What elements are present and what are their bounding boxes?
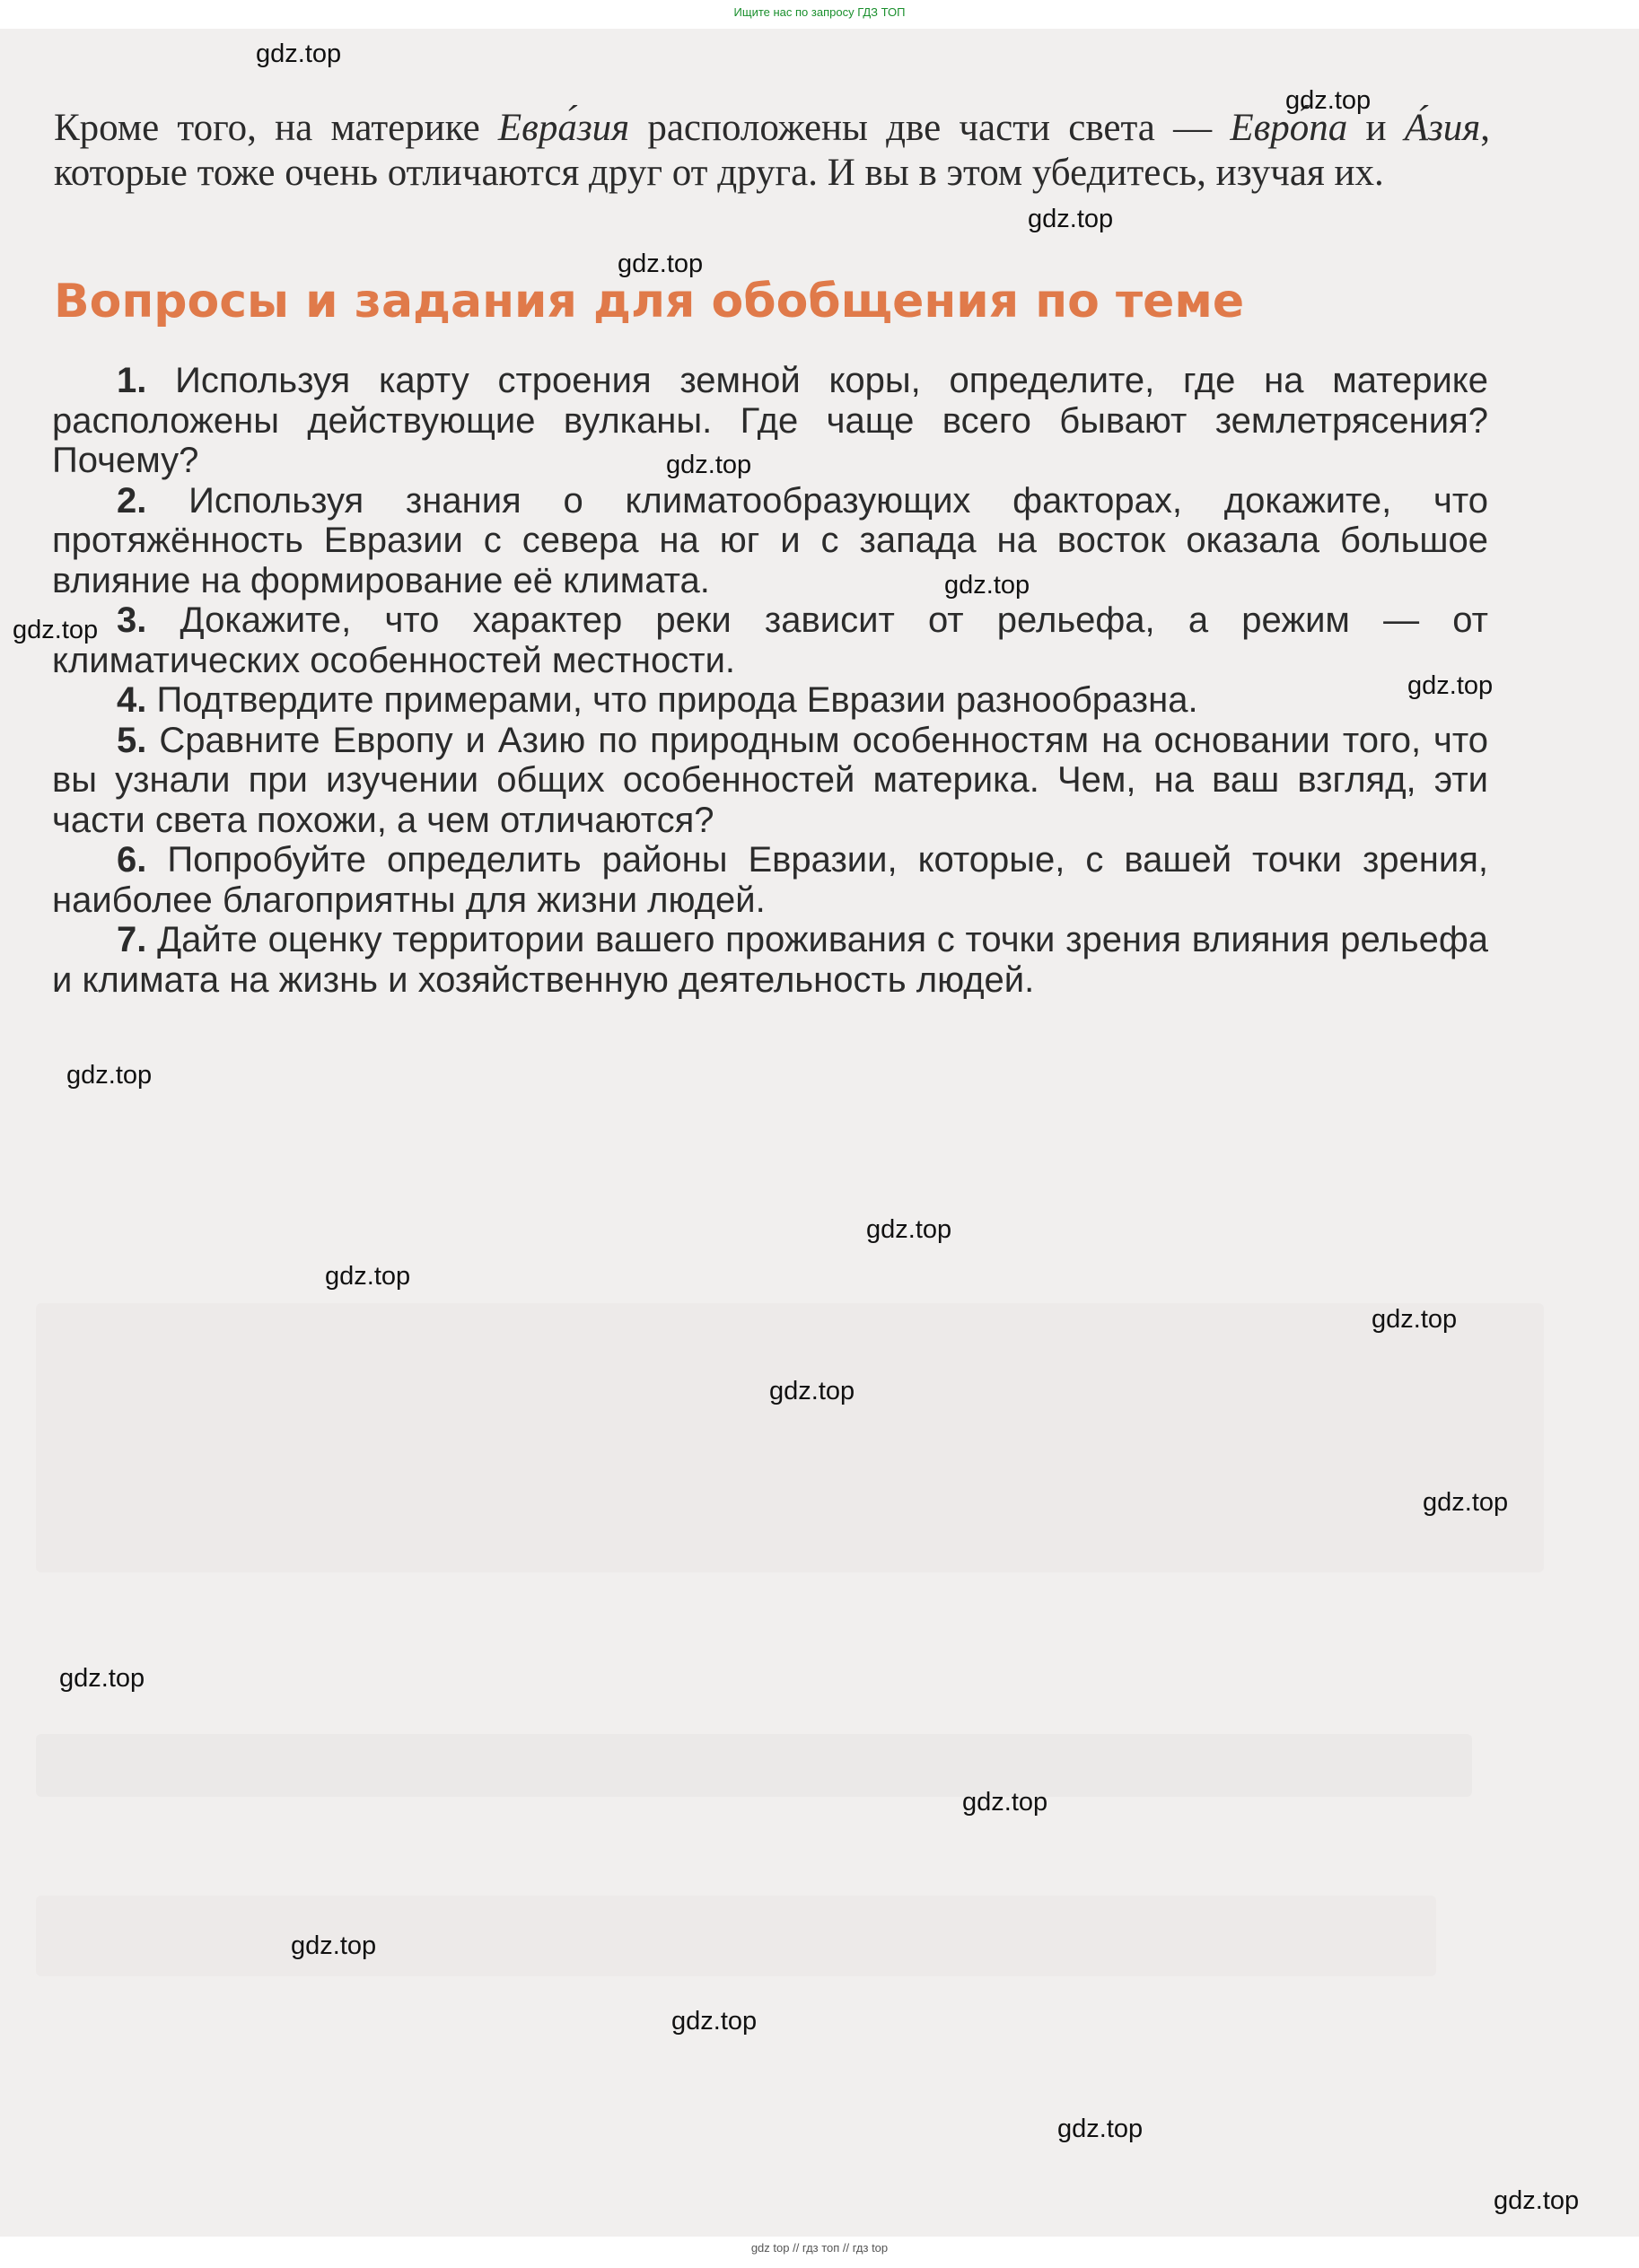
question-text: Дайте оценку территории вашего проживания с точки зрения влияния рельефа и климата на жизнь и хозяйственную деятельность людей. <box>52 920 1488 1000</box>
question-number: 4. <box>117 680 147 720</box>
textbook-page <box>0 29 1639 2237</box>
bleed-through-band <box>36 1734 1472 1797</box>
bleed-through-band <box>36 1303 1544 1572</box>
question-text: Сравните Европу и Азию по природным особенностям на основании того, что вы узнали при изучении общих особенностей материка. Чем, на ваш взгляд, эти части света похожи, а чем отличаются? <box>52 720 1488 840</box>
watermark: gdz.top <box>962 1788 1048 1817</box>
watermark: gdz.top <box>1057 2115 1144 2143</box>
intro-text: расположены две части света — <box>629 107 1231 149</box>
watermark: gdz.top <box>666 451 752 479</box>
question-item <box>52 721 1488 841</box>
watermark: gdz.top <box>1423 1488 1509 1517</box>
question-text: Докажите, что характер реки зависит от рельефа, а режим — от климатических особенностей местности. <box>52 600 1488 680</box>
question-number: 1. <box>117 361 147 400</box>
question-number: 6. <box>117 840 147 880</box>
intro-text: Кроме того, на материке <box>54 107 498 149</box>
question-text: Используя знания о климатообразующих факторах, докажите, что протяжённость Евразии с севера на юг и с запада на восток оказала большое влияние на формирование её климата. <box>52 480 1488 600</box>
term-asia: А́зия <box>1404 107 1481 149</box>
watermark: gdz.top <box>769 1377 855 1405</box>
watermark: gdz.top <box>59 1664 145 1693</box>
watermark: gdz.top <box>618 250 704 278</box>
watermark: gdz.top <box>944 571 1030 600</box>
watermark: gdz.top <box>256 39 342 68</box>
watermark: gdz.top <box>1494 2186 1580 2215</box>
question-text: Попробуйте определить районы Евразии, которые, с вашей точки зрения, наиболее благоприятны для жизни людей. <box>52 840 1488 920</box>
intro-text: и <box>1347 107 1405 149</box>
watermark: gdz.top <box>1372 1305 1458 1334</box>
watermark: gdz.top <box>1407 671 1494 700</box>
question-number: 5. <box>117 720 147 760</box>
section-heading: Вопросы и задания для обобщения по теме <box>54 275 1245 328</box>
top-note: Ищите нас по запросу ГДЗ ТОП <box>733 5 906 19</box>
question-text: Используя карту строения земной коры, определите, где на материке расположены действующие вулканы. Где чаще всего бывают землетрясения? Почему? <box>52 361 1488 480</box>
watermark: gdz.top <box>66 1061 153 1090</box>
term-eurasia: Евра́зия <box>497 107 630 149</box>
intro-text: , которые тоже очень отличаются друг от друга. И вы в этом убедитесь, изучая их. <box>54 107 1491 194</box>
watermark: gdz.top <box>291 1931 377 1960</box>
watermark: gdz.top <box>1028 205 1114 233</box>
bottom-note: gdz top // гдз топ // гдз top <box>750 2241 889 2255</box>
watermark: gdz.top <box>671 2007 758 2036</box>
question-item <box>52 680 1488 721</box>
term-europe: Евро́па <box>1230 107 1348 149</box>
question-item <box>52 920 1488 1000</box>
watermark: gdz.top <box>325 1262 411 1291</box>
question-item <box>52 840 1488 920</box>
question-item <box>52 481 1488 601</box>
bleed-through-band <box>36 1896 1436 1976</box>
question-number: 3. <box>117 600 147 640</box>
watermark: gdz.top <box>13 616 99 644</box>
watermark: gdz.top <box>1285 86 1372 115</box>
question-number: 7. <box>117 920 147 959</box>
question-item <box>52 600 1488 680</box>
question-number: 2. <box>117 480 147 521</box>
question-item <box>52 361 1488 481</box>
intro-paragraph <box>54 106 1490 196</box>
watermark: gdz.top <box>866 1215 952 1244</box>
question-text: Подтвердите примерами, что природа Евразии разнообразна. <box>156 680 1198 720</box>
questions-list <box>52 361 1488 1000</box>
